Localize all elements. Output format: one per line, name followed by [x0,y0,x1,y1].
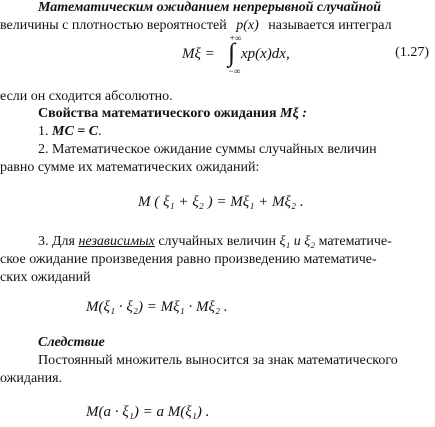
equation-lhs: Mξ = [182,46,215,62]
convergence-note: если он сходится абсолютно. [0,89,173,104]
integral-sign-icon: ∫ [228,38,236,67]
property-3-text-c: математиче- [318,234,392,249]
property-3-text-b: случайных величин [158,234,276,249]
property-1-number: 1. [38,124,49,139]
property-1-period: . [98,124,102,139]
corollary-heading: Следствие [38,335,105,350]
equation-number: (1.27) [395,45,429,60]
density-symbol: p(x) [236,18,259,33]
definition-line-2 [0,18,392,34]
property-1-formula: MC = C [52,124,99,139]
definition-text-b: называется интеграл [268,18,392,33]
integral-upper-limit: +∞ [229,33,242,43]
definition-term: Математическим ожиданием непрерывной случайной [38,0,382,15]
properties-heading-text: Свойства математического ожидания [38,106,277,121]
definition-text-a: величины с плотностью вероятностей [0,18,227,33]
property-3-line-3: ских ожиданий [0,270,91,285]
corollary-line-2: ожидания. [0,371,63,386]
property-2-formula: M ( ξ₁ + ξ₂ ) = Mξ₁ + Mξ₂ . [138,194,304,210]
integrand: xp(x)dx, [241,46,290,62]
property-3-text-a: 3. Для [38,234,75,249]
properties-heading [38,106,307,122]
property-3-formula: M(ξ₁ · ξ₂) = Mξ₁ · Mξ₂ . [86,299,228,315]
corollary-formula: M(a · ξ₁) = a M(ξ₁) . [86,404,210,420]
property-3-vars: ξ₁ и ξ₂ [279,234,316,249]
property-2-line-1: 2. Математическое ожидание суммы случайных величин [38,142,377,157]
independent-word: независимых [78,234,155,249]
integral-lower-limit: −∞ [228,66,241,76]
property-3-line-2: ское ожидание произведения равно произведению математиче- [0,252,377,267]
corollary-line-1: Постоянный множитель выносится за знак математического [38,353,398,368]
property-1 [38,124,102,140]
property-3-line-1 [38,234,392,250]
property-2-line-2: равно сумме их математических ожиданий: [0,160,260,175]
properties-heading-math: Mξ : [280,106,307,121]
